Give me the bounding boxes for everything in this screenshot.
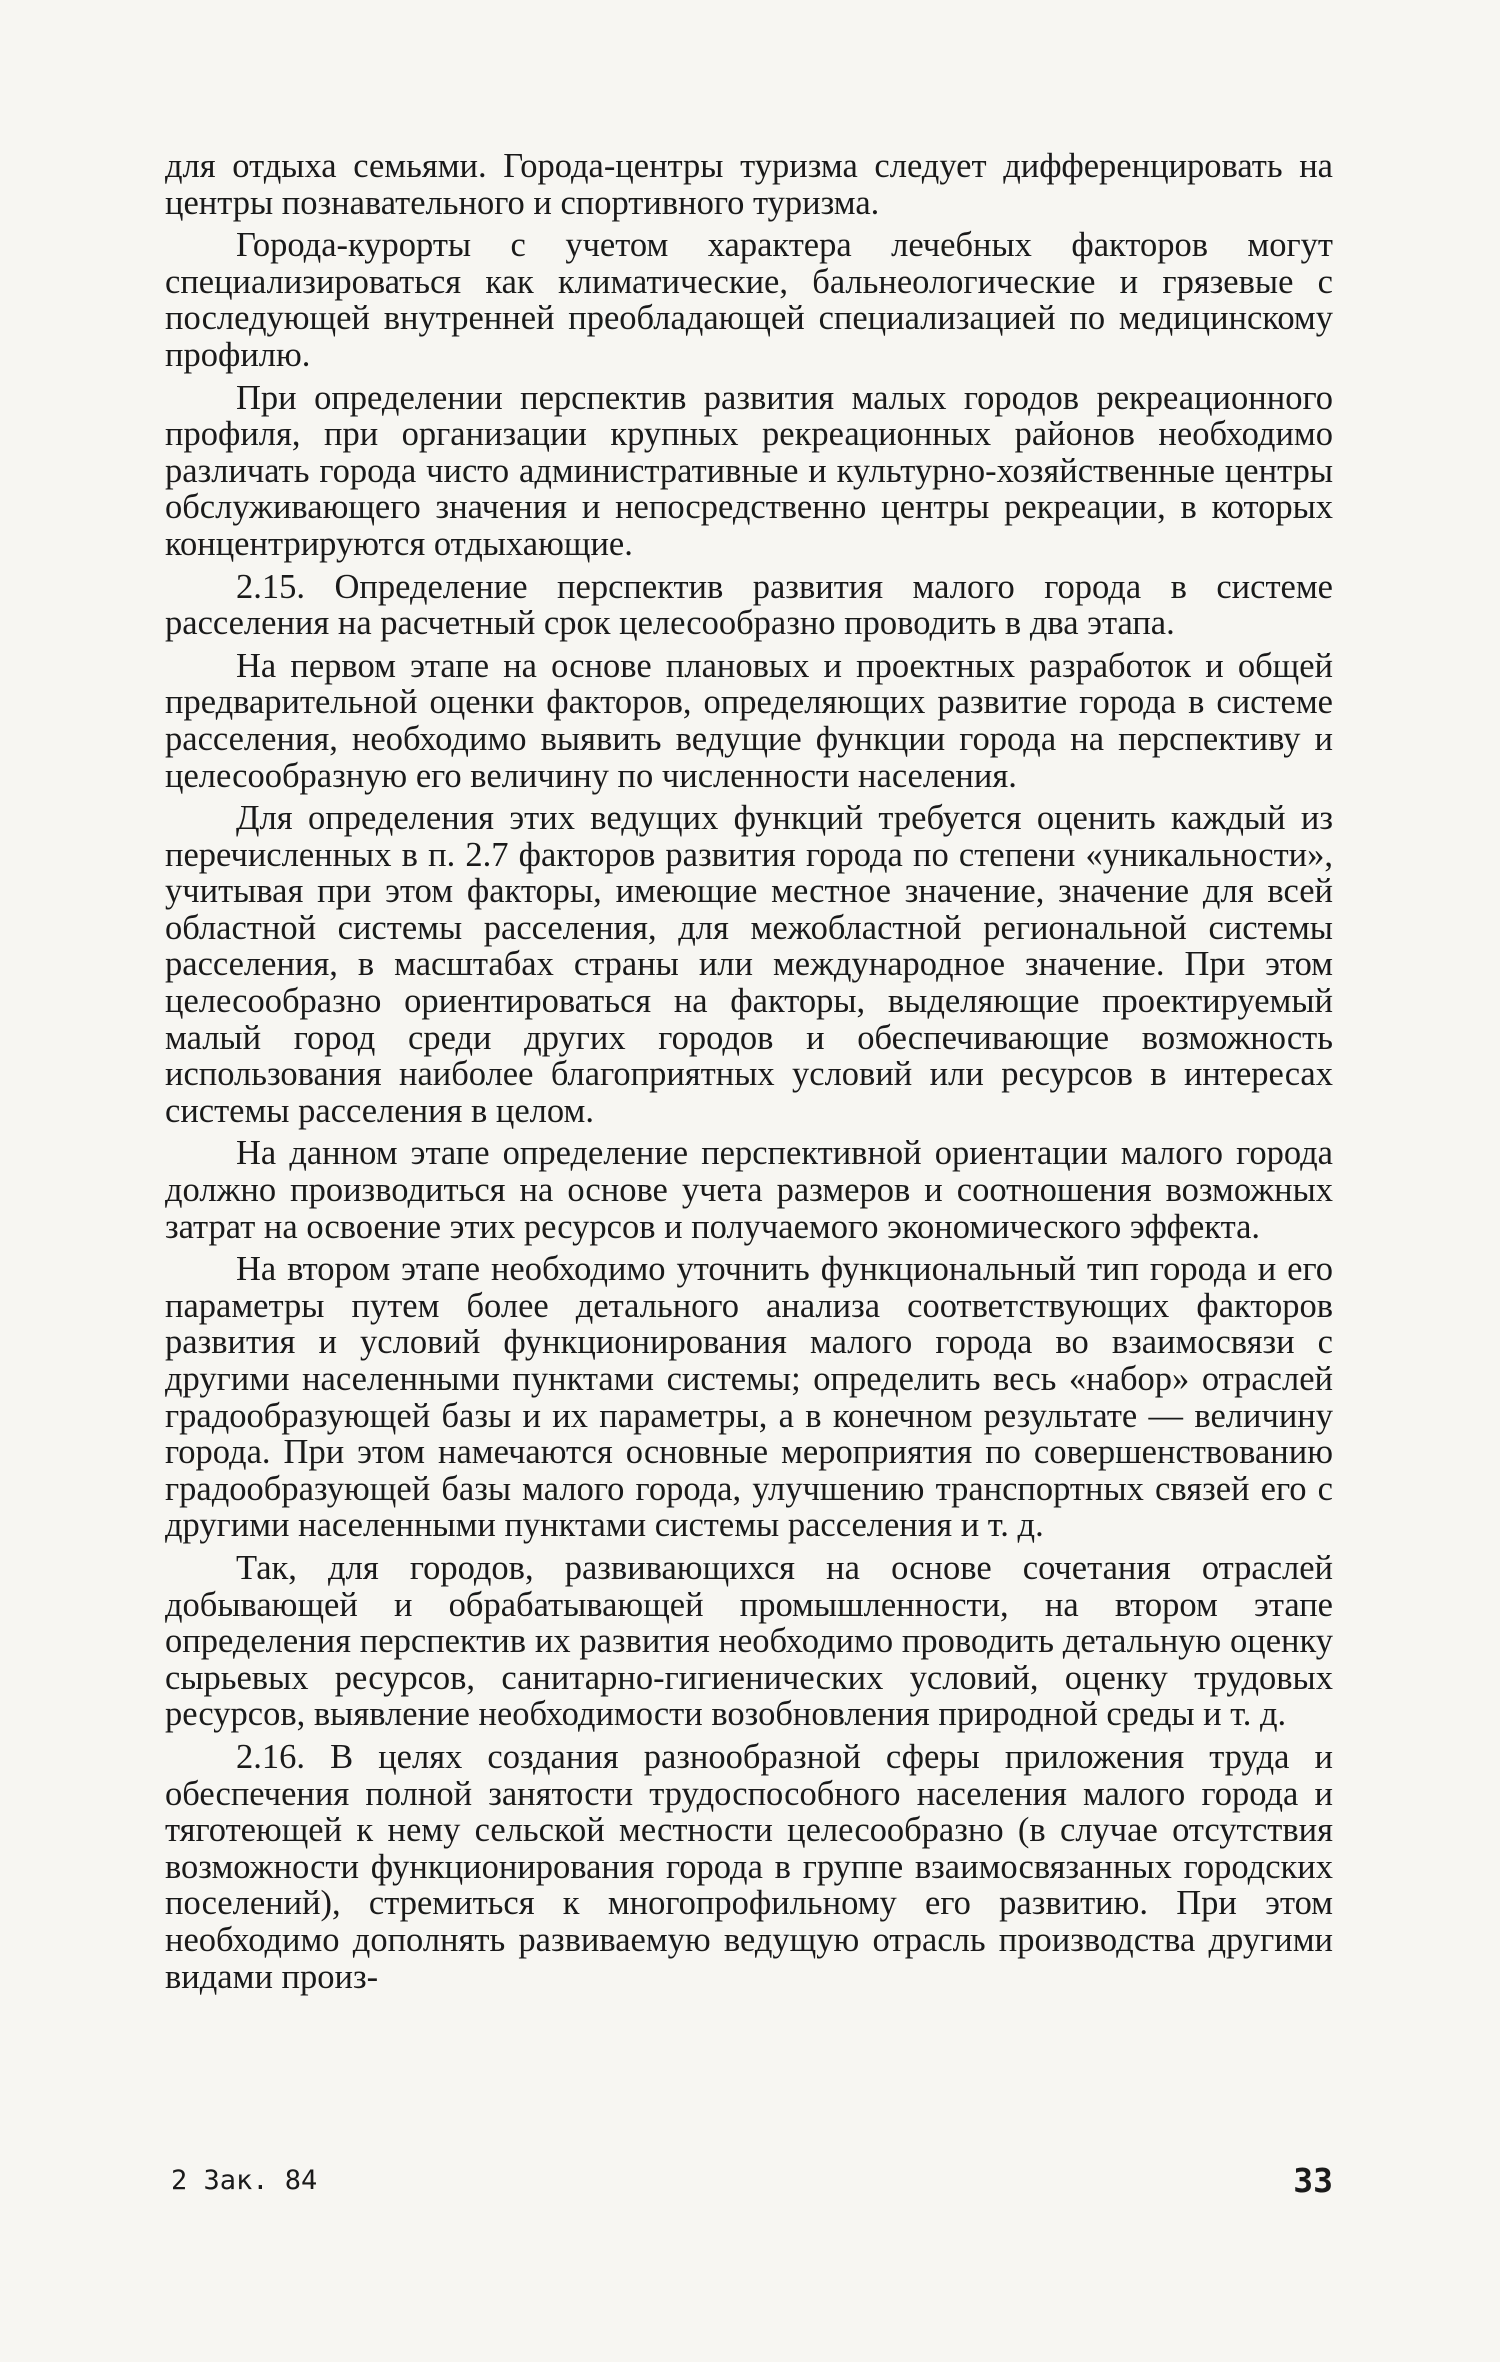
paragraph-resort-cities: Города-курорты с учетом характера лечебных факторов могут специализироваться как климатические, бальнеологические и грязевые с последующей внутренней преобладающей специализацией по медицинскому профилю. <box>165 226 1333 374</box>
paragraph-second-stage: На втором этапе необходимо уточнить функциональный тип города и его параметры путем более детального анализа соответствующих факторов развития и условий функционирования малого города во взаимосвязи с другими населенными пунктами системы; определить весь «набор» отраслей градообразующей базы и их параметры, а в конечном результате — величину города. При этом намечаются основные мероприятия по совершенствованию градообразующей базы малого города, улучшению транспортных связей его с другими населенными пунктами системы расселения и т. д. <box>165 1250 1333 1545</box>
text-column <box>165 148 1333 2001</box>
paragraph-section-2-16: 2.16. В целях создания разнообразной сферы приложения труда и обеспечения полной занятости трудоспособного населения малого города и тяготеющей к нему сельской местности целесообразно (в случае отсутствия возможности функционирования города в группе взаимосвязанных городских поселений), стремиться к многопрофильному его развитию. При этом необходимо дополнять развиваемую ведущую отрасль производства другими видами произ- <box>165 1737 1333 1996</box>
page-footer <box>165 2163 1333 2203</box>
paragraph-industry-cities: Так, для городов, развивающихся на основе сочетания отраслей добывающей и обрабатывающей промышленности, на втором этапе определения перспектив их развития необходимо проводить детальную оценку сырьевых ресурсов, санитарно-гигиенических условий, оценку трудовых ресурсов, выявление необходимости возобновления природной среды и т. д. <box>165 1548 1333 1734</box>
paragraph-section-2-15: 2.15. Определение перспектив развития малого города в системе расселения на расчетный срок целесообразно проводить в два этапа. <box>165 567 1333 643</box>
paragraph-orientation: На данном этапе определение перспективной ориентации малого города должно производиться на основе учета размеров и соотношения возможных затрат на освоение этих ресурсов и получаемого экономического эффекта. <box>165 1134 1333 1246</box>
paragraph-recreation-centers: При определении перспектив развития малых городов рекреационного профиля, при организации крупных рекреационных районов необходимо различать города чисто административные и культурно-хозяйственные центры обслуживающего значения и непосредственно центры рекреации, в которых концентрируются отдыхающие. <box>165 378 1333 563</box>
paragraph-first-stage: На первом этапе на основе плановых и проектных разработок и общей предварительной оценки факторов, определяющих развитие города в системе расселения, необходимо выявить ведущие функции города на перспективу и целесообразную его величину по численности населения. <box>165 646 1333 795</box>
printer-signature: 2 Зак. 84 <box>171 2165 318 2196</box>
paragraph-continuation: для отдыха семьями. Города-центры туризма следует дифференцировать на центры познавательного и спортивного туризма. <box>165 147 1333 222</box>
paragraph-leading-functions: Для определения этих ведущих функций требуется оценить каждый из перечисленных в п. 2.7 факторов развития города по степени «уникальности», учитывая при этом факторы, имеющие местное значение, значение для всей областной системы расселения, для межобластной региональной системы расселения, в масштабах страны или международное значение. При этом целесообразно ориентироваться на факторы, выделяющие проектируемый малый город среди других городов и обеспечивающие возможность использования наиболее благоприятных условий или ресурсов в интересах системы расселения в целом. <box>165 799 1333 1130</box>
page-number: 33 <box>1293 2161 1333 2200</box>
